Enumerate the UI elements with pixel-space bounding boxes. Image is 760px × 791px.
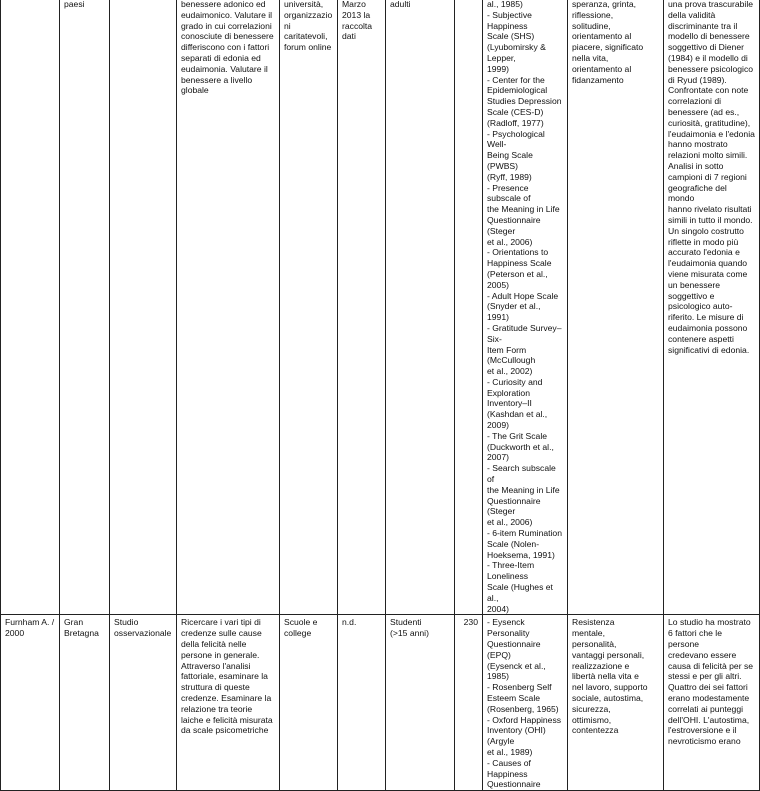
population-cell: Studenti (>15 anni): [386, 615, 455, 791]
study-type-cell: Studio osservazionale: [110, 615, 177, 791]
sample-size-cell: [455, 0, 483, 615]
objectives-cell: Ricercare i vari tipi di credenze sulle cause della felicità nelle persone in generale. Attraverso l'analisi fattoriale, esaminare la struttura di queste credenze. Esaminare la relazione tra teorie laiche e felicità misurata da scale psicometriche: [177, 615, 280, 791]
instruments-cell: - Eysenck Personality Questionnaire (EPQ) (Eysenck et al., 1985) - Rosenberg Self Esteem Scale (Rosenberg, 1965) - Oxford Happiness Inventory (OHI) (Argyle et al., 1989) - Causes of Happiness Questionnaire: [483, 615, 568, 791]
results-cell: Lo studio ha mostrato 6 fattori che le persone credevano essere causa di felicità per se stessi e per gli altri. Quattro dei sei fattori erano modestamente correlati ai punteggi dell'OHI. L'autostima, l'estroversione e il nevroticismo erano: [664, 615, 760, 791]
author-year-cell: [1, 0, 60, 615]
period-cell: Marzo 2013 la raccolta dati: [338, 0, 386, 615]
study-type-cell: [110, 0, 177, 615]
period-cell: n.d.: [338, 615, 386, 791]
table-row: [1, 615, 760, 791]
variables-cell: speranza, grinta, riflessione, solitudine, orientamento al piacere, significato nella vita, orientamento al fidanzamento: [568, 0, 664, 615]
country-cell: Gran Bretagna: [60, 615, 110, 791]
setting-cell: università, organizzazio ni caritatevoli, forum online: [280, 0, 338, 615]
country-cell: paesi: [60, 0, 110, 615]
setting-cell: Scuole e college: [280, 615, 338, 791]
author-year-cell: Furnham A. / 2000: [1, 615, 60, 791]
results-cell: una prova trascurabile della validità discriminante tra il modello di benessere soggettivo di Diener (1984) e il modello di benessere psicologico di Ryud (1989). Confrontate con note correlazioni di benessere (ad es., curiosità, gratitudine), l'eudaimonia e l'edonia hanno mostrato relazioni molto simili. Analisi in sotto campioni di 7 regioni geografiche del mondo hanno rivelato risultati simili in tutto il mondo. Un singolo costrutto riflette in modo più accurato l'edonia e l'eudaimonia quando viene misurata come un benessere soggettivo e psicologico auto- riferito. Le misure di eudaimonia possono contenere aspetti significativi di edonia.: [664, 0, 760, 615]
population-cell: adulti: [386, 0, 455, 615]
table-row: [1, 0, 760, 615]
variables-cell: Resistenza mentale, personalità, vantaggi personali, realizzazione e libertà nella vita e nel lavoro, supporto sociale, autostima, sicurezza, ottimismo, contentezza: [568, 615, 664, 791]
sample-size-cell: 230: [455, 615, 483, 791]
instruments-cell: al., 1985) - Subjective Happiness Scale (SHS) (Lyubomirsky & Lepper, 1999) - Center for the Epidemiological Studies Depression Scale (CES-D) (Radloff, 1977) - Psychological Well- Being Scale (PWBS) (Ryff, 1989) - Presence subscale of the Meaning in Life Questionnaire (Steger et al., 2006) - Orientations to Happiness Scale (Peterson et al., 2005) - Adult Hope Scale (Snyder et al., 1991) - Gratitude Survey–Six- Item Form (McCullough et al., 2002) - Curiosity and Exploration Inventory–II (Kashdan et al., 2009) - The Grit Scale (Duckworth et al., 2007) - Search subscale of the Meaning in Life Questionnaire (Steger et al., 2006) - 6-item Rumination Scale (Nolen- Hoeksema, 1991) - Three-Item Loneliness Scale (Hughes et al., 2004): [483, 0, 568, 615]
objectives-cell: benessere adonico ed eudaimonico. Valutare il grado in cui correlazioni conosciute di benessere differiscono con i fattori separati di edonia ed eudaimonia. Valutare il benessere a livello globale: [177, 0, 280, 615]
